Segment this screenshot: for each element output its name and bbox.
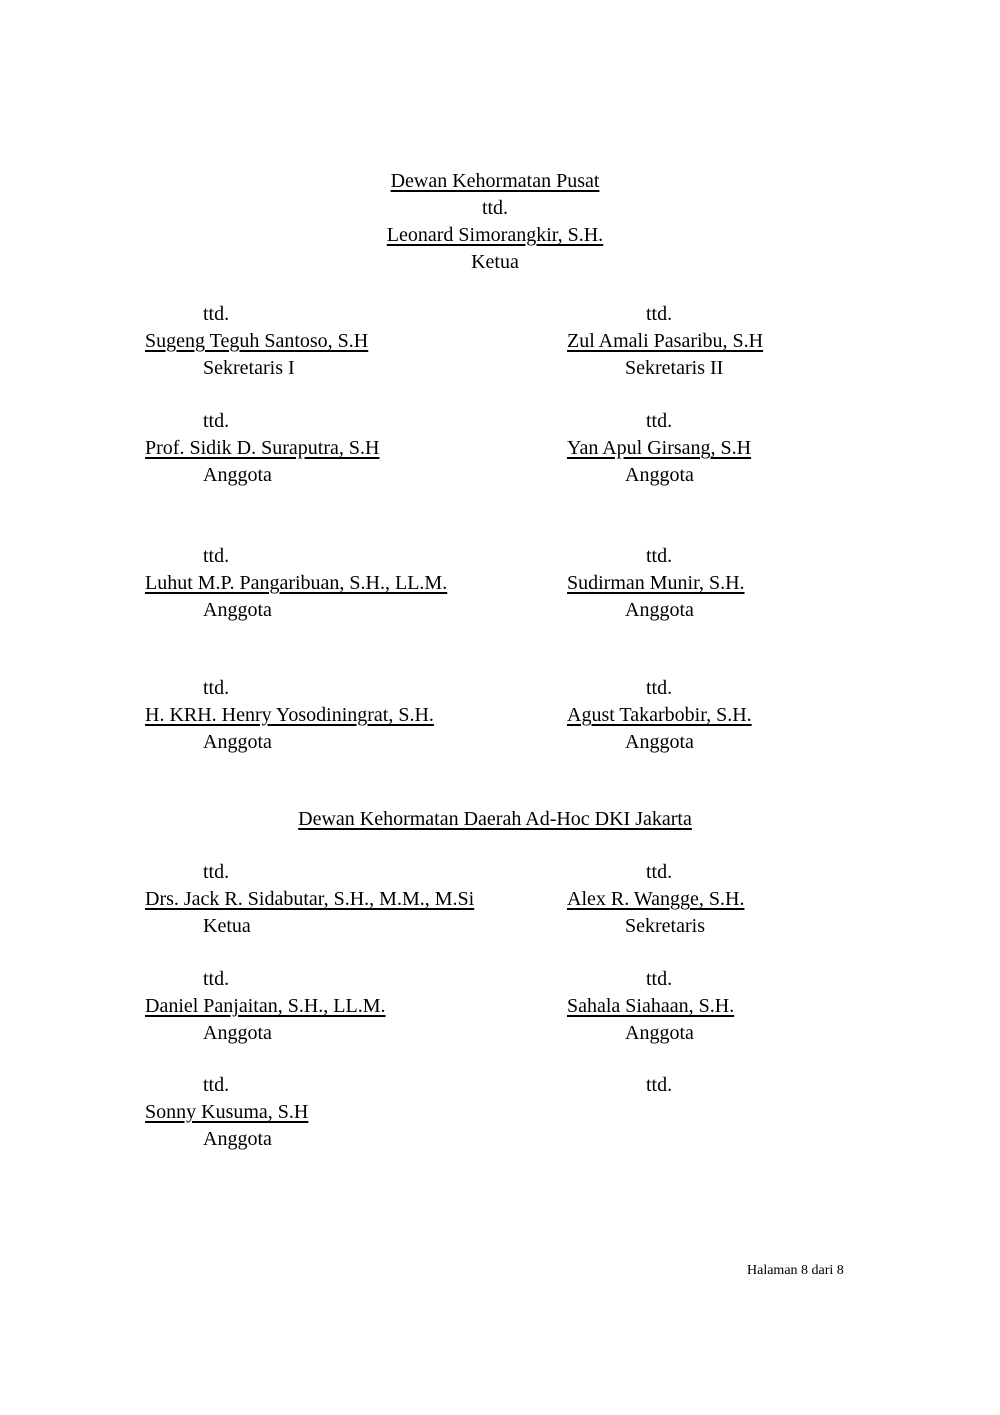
signatory-name <box>145 1099 565 1126</box>
signatory-name <box>567 886 987 913</box>
signatory-role: Anggota <box>625 731 694 753</box>
signatory-block <box>145 675 565 756</box>
signatory-name-text: Luhut M.P. Pangaribuan, S.H., LL.M. <box>145 572 448 594</box>
ttd-label: ttd. <box>203 545 230 567</box>
signatory-block <box>145 543 565 624</box>
signatory-name-text: Daniel Panjaitan, S.H., LL.M. <box>145 995 386 1017</box>
signatory-name-text: Sugeng Teguh Santoso, S.H <box>145 330 369 352</box>
signatory-block <box>145 408 565 489</box>
signatory-block <box>145 859 565 940</box>
signatory-name <box>145 886 565 913</box>
ttd-label: ttd. <box>203 968 230 990</box>
ttd-label: ttd. <box>646 677 673 699</box>
ttd-label: ttd. <box>646 1074 673 1096</box>
signatory-block <box>567 543 987 624</box>
ttd-label: ttd. <box>203 1074 230 1096</box>
page-number: Halaman 8 dari 8 <box>747 1263 844 1278</box>
signatory-name-text: Zul Amali Pasaribu, S.H <box>567 330 764 352</box>
signatory-block <box>145 966 565 1047</box>
ttd-label: ttd. <box>481 197 509 219</box>
section-title <box>0 168 990 195</box>
signatory-name-text: Sudirman Munir, S.H. <box>567 572 745 594</box>
signatory-block <box>145 301 565 382</box>
signatory-role: Anggota <box>625 1022 694 1044</box>
section-title-text: Dewan Kehormatan Daerah Ad-Hoc DKI Jakarta <box>298 808 692 830</box>
signatory-block <box>567 301 987 382</box>
signatory-name <box>567 328 987 355</box>
ttd-label: ttd. <box>646 968 673 990</box>
section-title-text: Dewan Kehormatan Pusat <box>390 170 600 192</box>
signatory-name <box>567 435 987 462</box>
signatory-name-text: Leonard Simorangkir, S.H. <box>386 224 604 246</box>
signatory-name-text: H. KRH. Henry Yosodiningrat, S.H. <box>145 704 434 726</box>
signatory-block <box>567 408 987 489</box>
signatory-role: Sekretaris I <box>203 357 295 379</box>
signatory-name <box>145 328 565 355</box>
signatory-role: Sekretaris <box>625 915 705 937</box>
signatory-role: Anggota <box>203 1128 272 1150</box>
signatory-name <box>145 702 565 729</box>
signatory-role: Ketua <box>471 251 519 273</box>
signatory-role: Anggota <box>203 1022 272 1044</box>
signatory-name-text: Drs. Jack R. Sidabutar, S.H., M.M., M.Si <box>145 888 475 910</box>
signatory-name-text: Agust Takarbobir, S.H. <box>567 704 752 726</box>
signatory-role: Sekretaris II <box>625 357 724 379</box>
header-signature-block <box>0 168 990 276</box>
signatory-name-text: Yan Apul Girsang, S.H <box>567 437 752 459</box>
ttd-label: ttd. <box>203 861 230 883</box>
ttd-label: ttd. <box>203 410 230 432</box>
signatory-name <box>0 222 990 249</box>
signatory-name <box>567 702 987 729</box>
signatory-block <box>567 966 987 1047</box>
signatory-role: Ketua <box>203 915 251 937</box>
signatory-block <box>567 859 987 940</box>
signatory-block-ttd-only <box>567 1072 987 1099</box>
ttd-label: ttd. <box>646 545 673 567</box>
ttd-label: ttd. <box>646 861 673 883</box>
signatory-block <box>145 1072 565 1153</box>
section-title <box>0 806 990 833</box>
signatory-name <box>567 570 987 597</box>
signatory-name <box>567 993 987 1020</box>
signatory-name-text: Sonny Kusuma, S.H <box>145 1101 309 1123</box>
signatory-block <box>567 675 987 756</box>
ttd-label: ttd. <box>646 410 673 432</box>
ttd-label: ttd. <box>203 303 230 325</box>
signatory-role: Anggota <box>203 464 272 486</box>
signatory-name-text: Alex R. Wangge, S.H. <box>567 888 745 910</box>
ttd-label: ttd. <box>203 677 230 699</box>
ttd-label: ttd. <box>646 303 673 325</box>
signatory-role: Anggota <box>203 599 272 621</box>
signatory-name <box>145 570 565 597</box>
signatory-name <box>145 993 565 1020</box>
signatory-name-text: Sahala Siahaan, S.H. <box>567 995 735 1017</box>
signatory-role: Anggota <box>625 599 694 621</box>
signatory-name <box>145 435 565 462</box>
signatory-role: Anggota <box>203 731 272 753</box>
signatory-name-text: Prof. Sidik D. Suraputra, S.H <box>145 437 380 459</box>
signatory-role: Anggota <box>625 464 694 486</box>
